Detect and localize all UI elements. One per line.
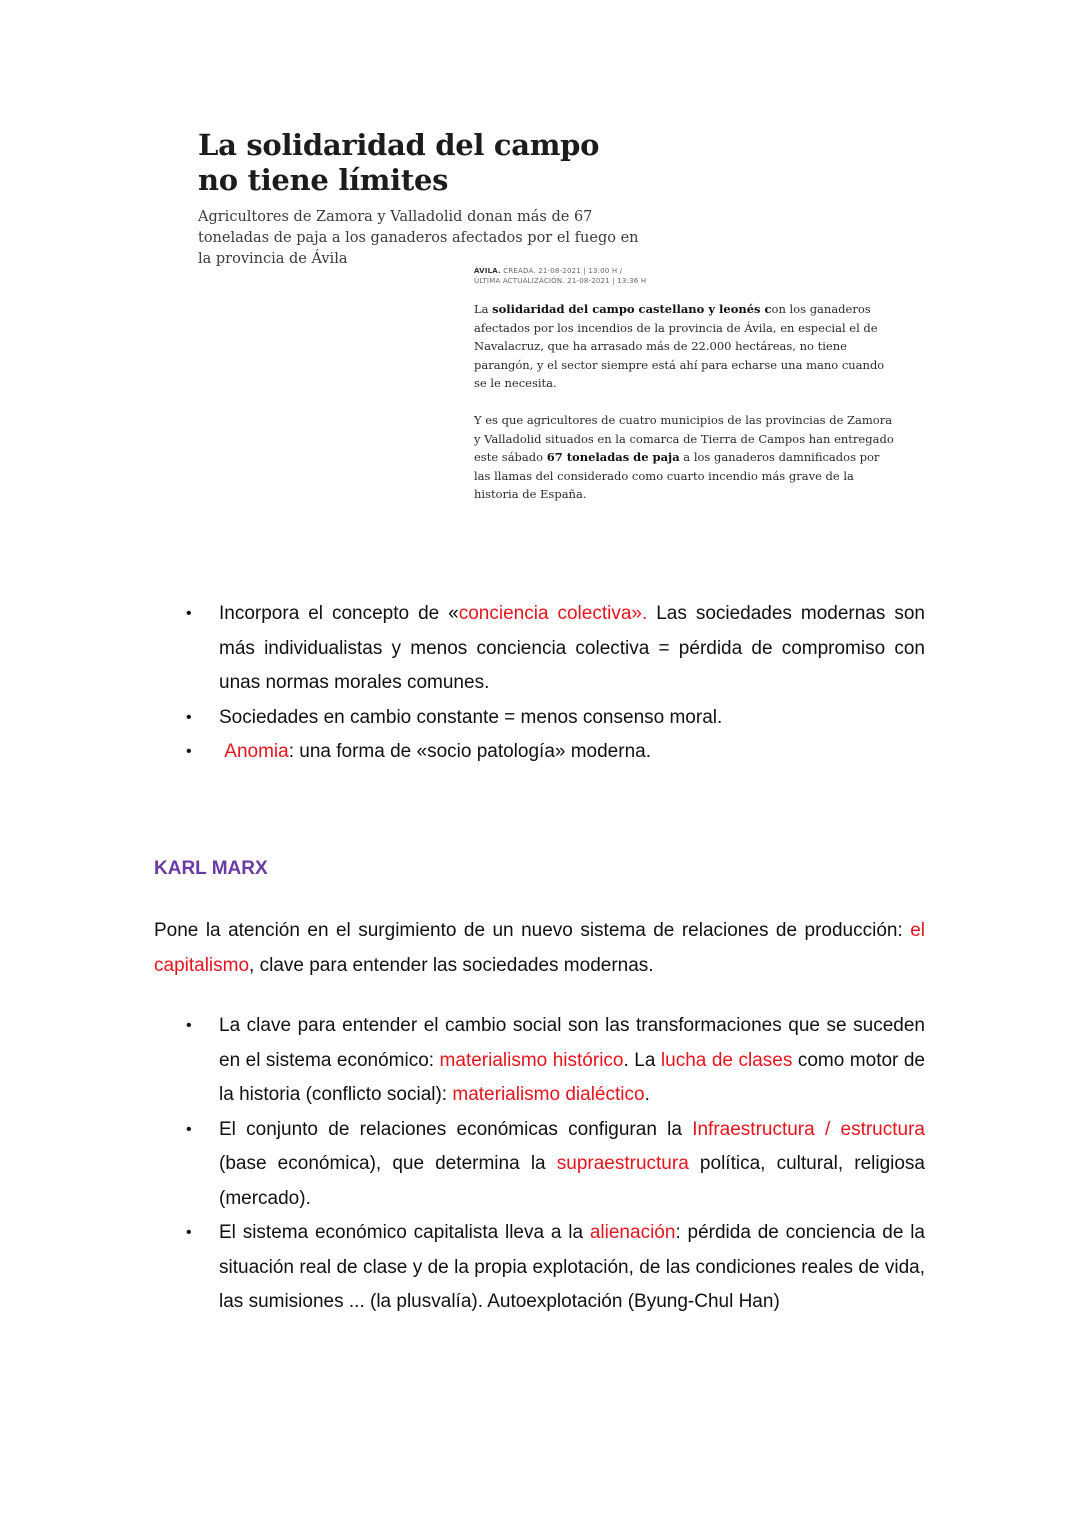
highlight-text: lucha de clases bbox=[660, 1049, 793, 1071]
clipping-headline: La solidaridad del campo no tiene límites bbox=[198, 128, 600, 197]
highlight-text: Anomia bbox=[224, 741, 289, 762]
list-item bbox=[186, 701, 925, 736]
text: La bbox=[474, 302, 493, 316]
highlight-text: alienación bbox=[589, 1222, 676, 1243]
marx-intro-paragraph bbox=[154, 914, 925, 983]
bullet-icon: • bbox=[186, 1120, 192, 1138]
section-title: KARL MARX bbox=[154, 858, 268, 879]
bullet-icon: • bbox=[186, 1224, 192, 1241]
bold-text: 67 toneladas de paja bbox=[546, 450, 680, 465]
list-item bbox=[186, 1216, 926, 1320]
text: Sociedades en cambio constante = menos consenso moral. bbox=[219, 706, 723, 728]
highlight-text: conciencia colectiva». bbox=[458, 603, 648, 624]
clipping-subheadline: Agricultores de Zamora y Valladolid donan más de 67 toneladas de paja a los ganaderos afectados por el fuego en la provincia de Ávila bbox=[198, 209, 639, 267]
text: a los ganaderos damnificados por las llamas del considerado como cuarto incendio más grave de la historia de España. bbox=[474, 450, 880, 502]
article-paragraph-2 bbox=[474, 411, 894, 504]
highlight-text: materialismo histórico bbox=[439, 1049, 624, 1071]
bold-text: solidaridad del campo castellano y leonés c bbox=[492, 302, 772, 316]
text: Las sociedades modernas son más individualistas y menos conciencia colectiva = pérdida de compromiso con unas normas morales comunes. bbox=[219, 603, 925, 693]
bullet-icon: • bbox=[186, 708, 192, 726]
text: El conjunto de relaciones económicas configuran la bbox=[219, 1118, 693, 1140]
marx-bullet-list bbox=[186, 1009, 926, 1320]
highlight-text: el capitalismo bbox=[154, 920, 925, 976]
list-item bbox=[186, 735, 925, 770]
text: Pone la atención en el surgimiento de un nuevo sistema de relaciones de producción: bbox=[154, 920, 911, 941]
durkheim-bullet-list bbox=[186, 597, 925, 770]
text: on los ganaderos afectados por los incendios de la provincia de Ávila, en especial el de Navalacruz, que ha arrasado más de 22.000 hectáreas, no tiene parangón, y el sector siempre está ahí para echarse una mano cuando se le necesita. bbox=[474, 302, 885, 391]
text: . La bbox=[623, 1049, 661, 1071]
text: El sistema económico capitalista lleva a la bbox=[219, 1222, 590, 1243]
text: : una forma de «socio patología» moderna. bbox=[288, 741, 651, 762]
highlight-text: materialismo dialéctico bbox=[452, 1084, 645, 1105]
text: , clave para entender las sociedades modernas. bbox=[249, 954, 654, 976]
text: Y es que agricultores de cuatro municipios de las provincias de Zamora y Valladolid situados en la comarca de Tierra de Campos han entregado este sábado bbox=[474, 412, 894, 465]
list-item bbox=[186, 597, 925, 701]
clipping-article bbox=[474, 300, 894, 522]
news-clipping bbox=[198, 128, 898, 502]
meta-created: CREADA. 21-08-2021 | 13:00 H / bbox=[503, 267, 623, 275]
text: : pérdida de conciencia de la situación real de clase y de la propia explotación, de las condiciones reales de vida, las sumisiones ... (la plusvalía). Autoexplotación (Byung-Chul Han) bbox=[219, 1222, 926, 1312]
meta-updated: ÚLTIMA ACTUALIZACIÓN. 21-08-2021 | 13:36 H bbox=[474, 277, 647, 285]
highlight-text: Infraestructura / estructura bbox=[692, 1118, 925, 1140]
list-item bbox=[186, 1009, 926, 1113]
highlight-text: supraestructura bbox=[556, 1153, 689, 1174]
clipping-meta bbox=[474, 266, 646, 286]
text: . bbox=[644, 1084, 650, 1105]
meta-place: ÁVILA. bbox=[474, 267, 501, 275]
text: Incorpora el concepto de « bbox=[219, 603, 459, 624]
text: como motor de la historia (conflicto social): bbox=[219, 1049, 926, 1105]
bullet-icon: • bbox=[186, 743, 192, 760]
bullet-icon: • bbox=[186, 1017, 192, 1034]
text: política, cultural, religiosa (mercado). bbox=[219, 1153, 926, 1209]
text: La clave para entender el cambio social son las transformaciones que se suceden en el sistema económico: bbox=[219, 1015, 925, 1071]
article-paragraph-1 bbox=[474, 300, 894, 393]
text: (base económica), que determina la bbox=[219, 1153, 557, 1174]
bullet-icon: • bbox=[186, 605, 192, 622]
list-item bbox=[186, 1113, 926, 1217]
